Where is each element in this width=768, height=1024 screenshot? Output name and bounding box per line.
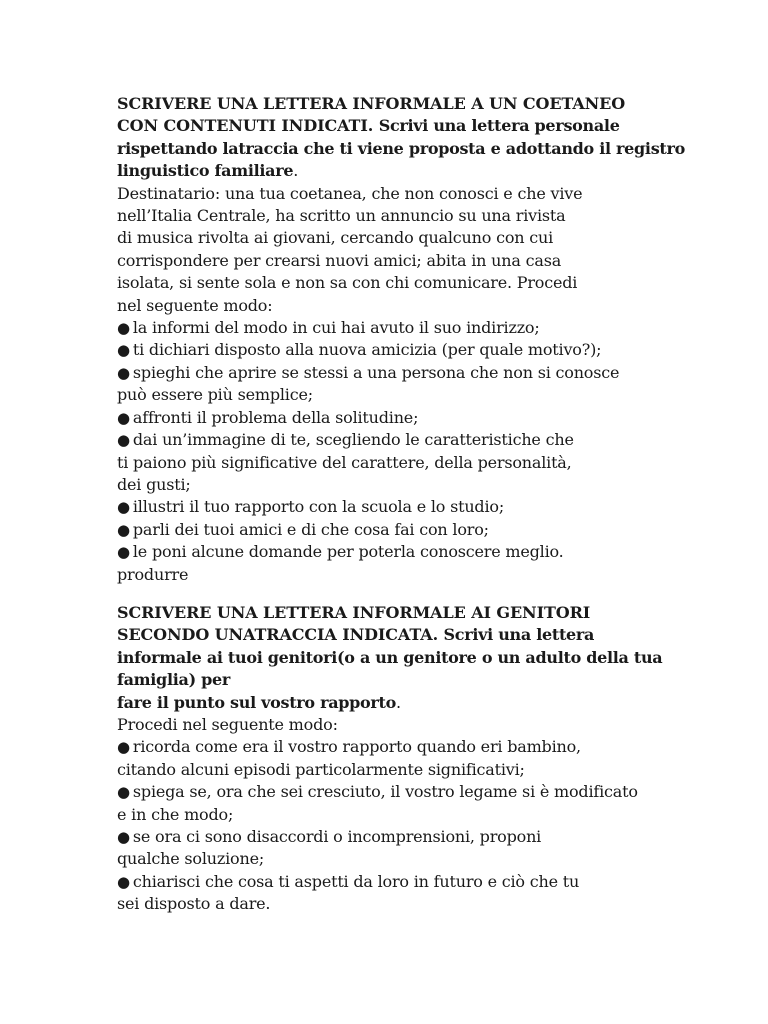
bullet-icon: ● (117, 431, 130, 450)
section-1-body-line: nell’Italia Centrale, ha scritto un annuncio su una rivista (117, 206, 566, 226)
section-1-body-line: di musica rivolta ai giovani, cercando qualcuno con cui (117, 228, 554, 248)
bullet-icon: ● (117, 341, 130, 360)
section-1-body-line: nel seguente modo: (117, 295, 273, 315)
bullet-icon: ● (117, 363, 130, 382)
section-1-bullet-item: ● affronti il problema della solitudine; (117, 407, 419, 427)
bullet-icon: ● (117, 520, 130, 539)
section-1-bullet-item: ● le poni alcune domande per poterla conoscere meglio. (117, 542, 564, 562)
section-1-heading-line-1: SCRIVERE UNA LETTERA INFORMALE A UN COETANEO (117, 94, 626, 113)
section-1-heading-text: CON CONTENUTI INDICATI (117, 116, 368, 136)
section-1-instruction-2: rispettando latraccia che ti viene proposta e adottando il registro (117, 138, 686, 158)
section-2-bullet-item: ● ricorda come era il vostro rapporto quando eri bambino, (117, 737, 581, 757)
bullet-icon: ● (117, 408, 130, 427)
section-1-body-line: Destinatario: una tua coetanea, che non conosci e che vive (117, 183, 583, 203)
section-1-bullet-item: ● dai un’immagine di te, scegliendo le caratteristiche che (117, 430, 574, 450)
section-2-heading-line-1: SCRIVERE UNA LETTERA INFORMALE AI GENITORI (117, 603, 591, 622)
section-1-instruction-3: linguistico familiare (117, 161, 294, 181)
section-2-intro: Procedi nel seguente modo: (117, 715, 338, 735)
bullet-icon: ● (117, 498, 130, 517)
section-2-heading-text: SECONDO UNATRACCIA INDICATA (117, 625, 433, 645)
section-1-bullet-item: ● ti dichiari disposto alla nuova amicizia (per quale motivo?); (117, 340, 602, 360)
section-1-trailing-text: produrre (117, 564, 189, 584)
section-2-instruction-4-line: fare il punto sul vostro rapporto. (117, 692, 401, 712)
section-2-bullet-continuation: sei disposto a dare. (117, 894, 271, 914)
section-2-instruction-2: informale ai tuoi genitori(o a un genitore o un adulto della tua (117, 647, 663, 667)
section-coetaneo (117, 93, 686, 586)
section-2-instruction-4: fare il punto sul vostro rapporto (117, 692, 397, 712)
section-1-bullet-item: ● spieghi che aprire se stessi a una persona che non si conosce (117, 362, 620, 382)
section-1-bullet-continuation: dei gusti; (117, 474, 191, 494)
section-2-heading-line-2: SECONDO UNATRACCIA INDICATA. Scrivi una lettera (117, 625, 595, 645)
bullet-icon: ● (117, 828, 130, 847)
bullet-icon: ● (117, 543, 130, 562)
bullet-icon: ● (117, 738, 130, 757)
bullet-icon: ● (117, 783, 130, 802)
section-1-instruction-1: Scrivi una lettera personale (378, 116, 620, 136)
section-2-bullet-item: ● se ora ci sono disaccordi o incomprensioni, proponi (117, 827, 542, 847)
section-1-instruction-3-line: linguistico familiare. (117, 161, 299, 181)
section-1-bullet-item: ● parli dei tuoi amici e di che cosa fai con loro; (117, 519, 489, 539)
section-1-body-line: isolata, si sente sola e non sa con chi comunicare. Procedi (117, 273, 578, 293)
section-1-bullet-continuation: può essere più semplice; (117, 385, 313, 405)
section-2-instruction-1: Scrivi una lettera (443, 625, 595, 645)
section-1-body-line: corrispondere per crearsi nuovi amici; abita in una casa (117, 250, 562, 270)
bullet-icon: ● (117, 319, 130, 338)
section-1-bullet-item: ● la informi del modo in cui hai avuto il suo indirizzo; (117, 318, 540, 338)
section-1-heading-line-2: CON CONTENUTI INDICATI. Scrivi una lettera personale (117, 116, 620, 136)
section-2-instruction-3: famiglia) per (117, 670, 231, 690)
section-2-bullet-item: ● chiarisci che cosa ti aspetti da loro in futuro e ciò che tu (117, 871, 580, 891)
section-genitori (117, 602, 677, 916)
section-1-bullet-continuation: ti paiono più significative del carattere, della personalità, (117, 452, 572, 472)
section-2-bullet-continuation: e in che modo; (117, 804, 234, 824)
section-2-bullet-continuation: qualche soluzione; (117, 849, 265, 869)
section-2-bullet-item: ● spiega se, ora che sei cresciuto, il vostro legame si è modificato (117, 782, 638, 802)
section-1-bullet-item: ● illustri il tuo rapporto con la scuola e lo studio; (117, 497, 505, 517)
bullet-icon: ● (117, 872, 130, 891)
section-2-bullet-continuation: citando alcuni episodi particolarmente significativi; (117, 759, 525, 779)
